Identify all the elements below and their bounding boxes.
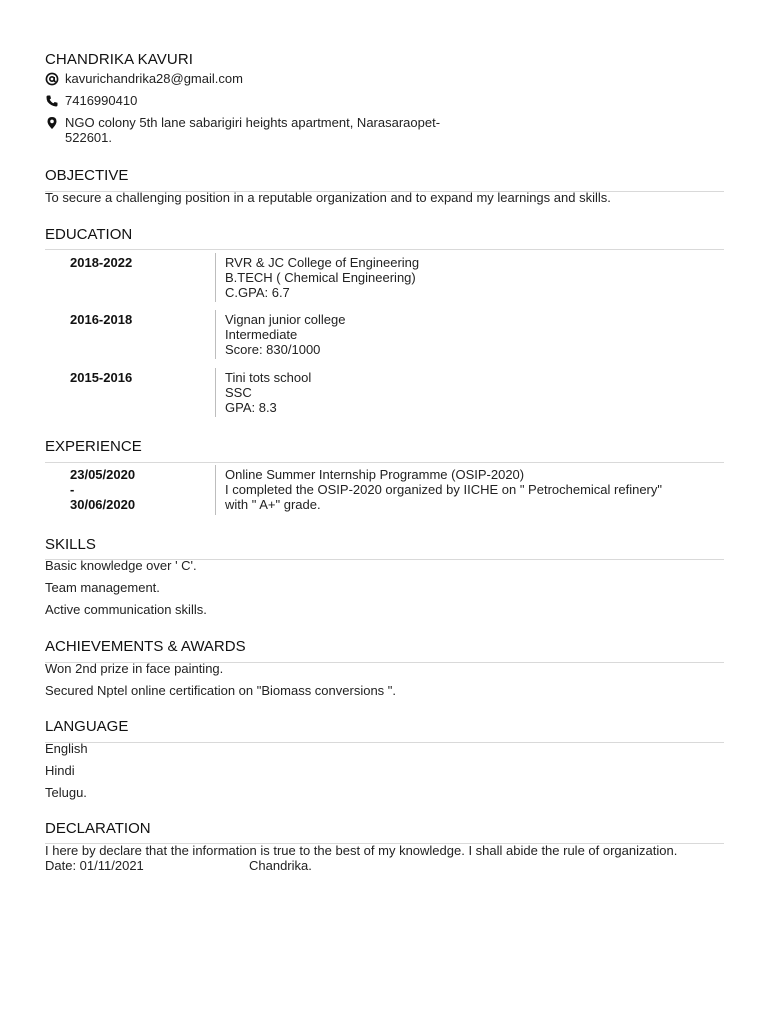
- experience-desc-line-2: with " A+" grade.: [225, 497, 321, 512]
- experience-date-from: 23/05/2020: [70, 467, 136, 482]
- skill-item: Team management.: [45, 580, 160, 595]
- phone-text: 7416990410: [65, 93, 138, 108]
- education-heading: EDUCATION: [45, 226, 133, 243]
- education-separator: [215, 310, 216, 359]
- address-line-1: NGO colony 5th lane sabarigiri heights apartment, Narasaraopet-: [65, 115, 441, 130]
- experience-details: [225, 467, 662, 512]
- email-text: kavurichandrika28@gmail.com: [65, 71, 243, 86]
- achievements-heading: ACHIEVEMENTS & AWARDS: [45, 638, 246, 655]
- experience-desc-line-1: I completed the OSIP-2020 organized by IICHE on " Petrochemical refinery": [225, 482, 662, 497]
- education-separator: [215, 368, 216, 417]
- phone-icon: [45, 94, 59, 108]
- education-details: [225, 312, 345, 357]
- declaration-text: I here by declare that the information is true to the best of my knowledge. I shall abide the rule of organization.: [45, 843, 678, 858]
- education-degree: Intermediate: [225, 327, 298, 342]
- education-details: [225, 255, 419, 300]
- experience-divider: [45, 462, 724, 463]
- experience-separator: [215, 465, 216, 515]
- education-institution: Tini tots school: [225, 370, 312, 385]
- skill-item: Active communication skills.: [45, 602, 207, 617]
- language-heading: LANGUAGE: [45, 718, 129, 735]
- declaration-heading: DECLARATION: [45, 820, 151, 837]
- experience-role: Online Summer Internship Programme (OSIP-2020): [225, 467, 525, 482]
- objective-text: To secure a challenging position in a reputable organization and to expand my learnings and skills.: [45, 190, 611, 205]
- achievement-item: Won 2nd prize in face painting.: [45, 661, 224, 676]
- education-score: C.GPA: 6.7: [225, 285, 290, 300]
- at-icon: [45, 72, 59, 86]
- education-details: [225, 370, 311, 415]
- phone-row: [45, 93, 137, 108]
- education-degree: SSC: [225, 385, 252, 400]
- email-row: [45, 71, 243, 86]
- address-row: [45, 115, 465, 145]
- objective-heading: OBJECTIVE: [45, 167, 129, 184]
- candidate-name: CHANDRIKA KAVURI: [45, 51, 194, 68]
- declaration-date: Date: 01/11/2021: [45, 858, 144, 873]
- experience-date-separator: -: [70, 482, 75, 497]
- education-separator: [215, 253, 216, 302]
- location-pin-icon: [45, 116, 59, 130]
- education-divider: [45, 249, 724, 250]
- language-item: Hindi: [45, 763, 75, 778]
- address-text: [65, 115, 465, 145]
- experience-dates: [70, 467, 135, 512]
- skill-item: Basic knowledge over ' C'.: [45, 558, 197, 573]
- achievement-item: Secured Nptel online certification on "Biomass conversions ".: [45, 683, 397, 698]
- education-years: 2015-2016: [70, 370, 133, 385]
- education-institution: Vignan junior college: [225, 312, 346, 327]
- education-years: 2018-2022: [70, 255, 133, 270]
- education-years: 2016-2018: [70, 312, 133, 327]
- address-line-2: 522601.: [65, 130, 112, 145]
- skills-heading: SKILLS: [45, 536, 96, 553]
- education-institution: RVR & JC College of Engineering: [225, 255, 420, 270]
- language-item: English: [45, 741, 88, 756]
- experience-date-to: 30/06/2020: [70, 497, 136, 512]
- language-divider: [45, 742, 724, 743]
- experience-heading: EXPERIENCE: [45, 438, 142, 455]
- education-degree: B.TECH ( Chemical Engineering): [225, 270, 416, 285]
- declaration-signature: Chandrika.: [249, 858, 312, 873]
- education-score: Score: 830/1000: [225, 342, 321, 357]
- education-score: GPA: 8.3: [225, 400, 277, 415]
- language-item: Telugu.: [45, 785, 87, 800]
